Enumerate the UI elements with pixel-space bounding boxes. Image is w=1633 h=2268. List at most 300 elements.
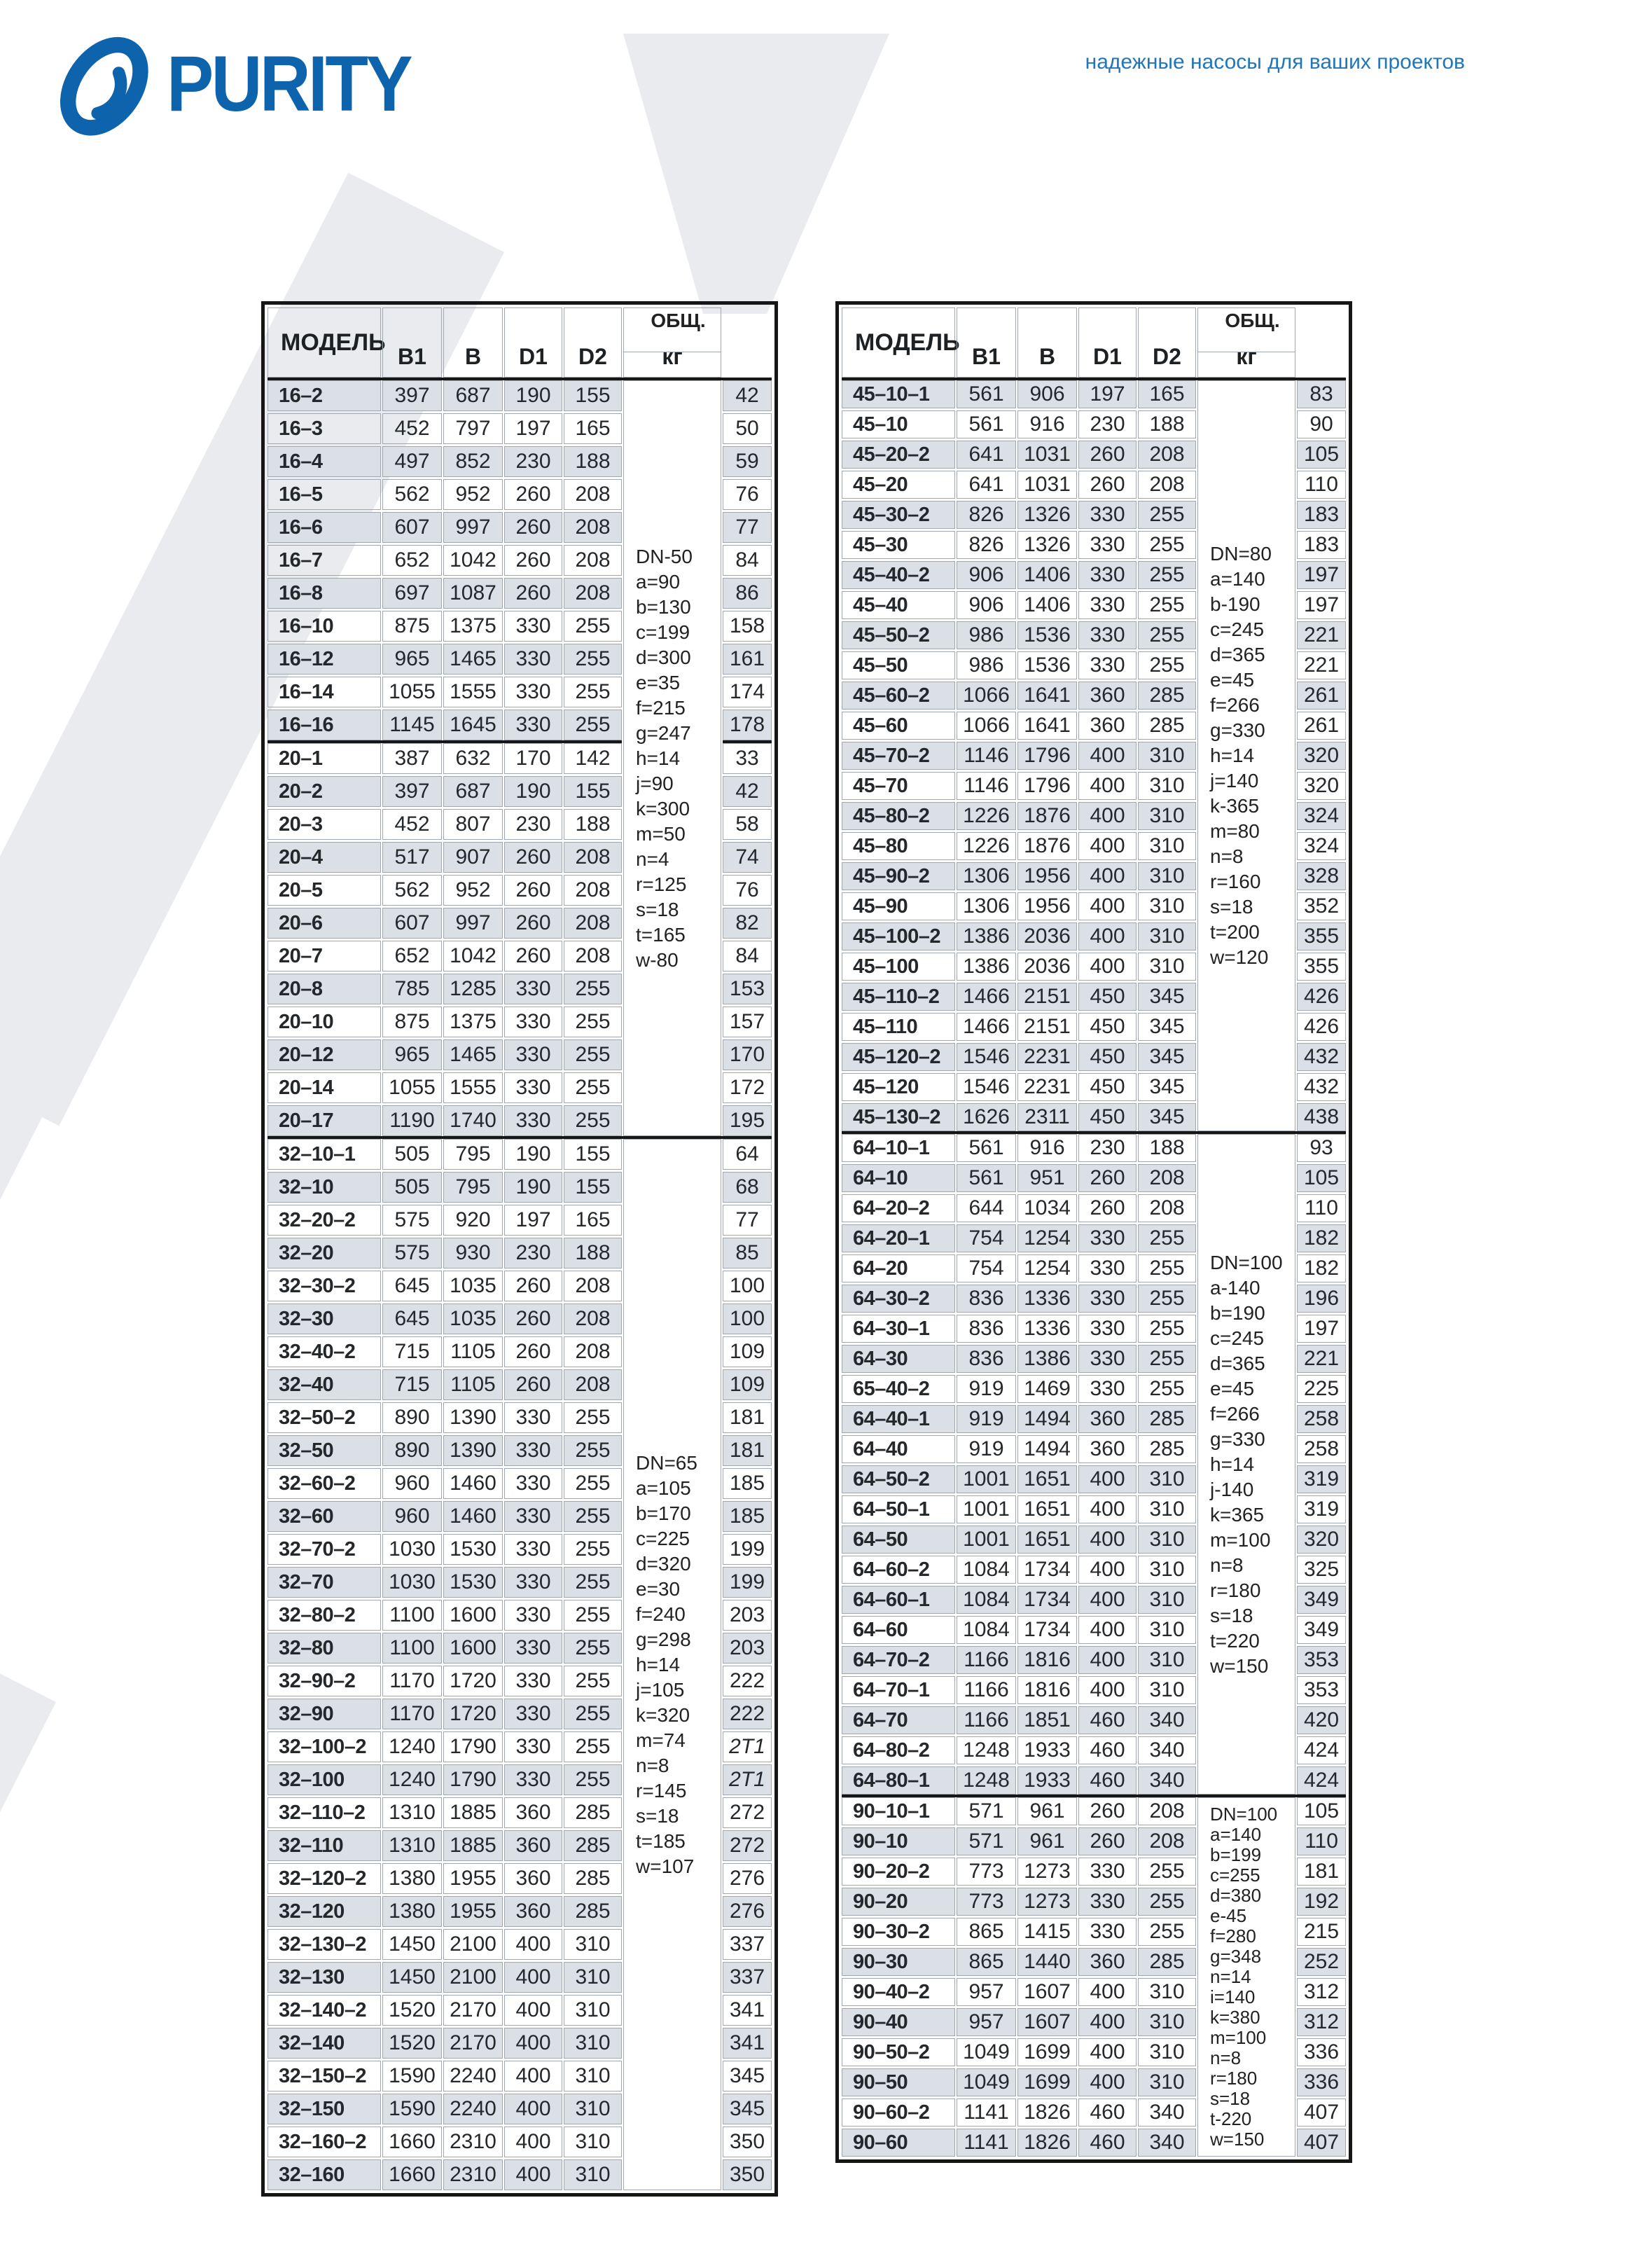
weight-cell: 222 (723, 1666, 772, 1696)
dimension-cell: 865 (957, 1948, 1016, 1976)
model-cell: 64–40 (842, 1435, 955, 1463)
dimension-cell: 360 (504, 1797, 562, 1828)
model-cell: 32–120 (267, 1896, 381, 1927)
model-cell: 64–70 (842, 1706, 955, 1734)
dimension-cell: 330 (1078, 1375, 1137, 1403)
dimension-cell: 330 (1078, 1858, 1137, 1886)
dimension-cell: 255 (564, 1666, 622, 1696)
dimension-line: j=90 (636, 772, 674, 794)
weight-cell: 172 (723, 1072, 772, 1103)
weight-cell: 426 (1297, 1013, 1346, 1041)
weight-cell: 353 (1297, 1676, 1346, 1704)
weight-cell: 76 (723, 875, 772, 906)
dimension-cell: 1049 (957, 2038, 1016, 2066)
weight-cell: 336 (1297, 2068, 1346, 2096)
dimension-cell: 641 (957, 441, 1016, 469)
dimension-cell: 188 (564, 809, 622, 840)
dimension-cell: 330 (1078, 1315, 1137, 1343)
dimension-cell: 460 (1078, 2129, 1137, 2157)
model-cell: 64–30–1 (842, 1315, 955, 1343)
dimension-cell: 330 (504, 677, 562, 707)
dimension-cell: 260 (504, 875, 562, 906)
dimension-cell: 330 (1078, 1224, 1137, 1252)
model-cell: 64–50–1 (842, 1495, 955, 1523)
weight-cell: 76 (723, 479, 772, 510)
weight-cell: 353 (1297, 1646, 1346, 1674)
model-cell: 20–6 (267, 908, 381, 939)
model-cell: 32–160 (267, 2159, 381, 2190)
dimension-cell: 255 (564, 1435, 622, 1466)
dimension-line: e=35 (636, 671, 681, 693)
weight-cell: 320 (1297, 742, 1346, 770)
dimension-line: i=140 (1210, 1986, 1256, 2007)
model-cell: 45–80 (842, 832, 955, 860)
dimension-cell: 397 (382, 776, 442, 807)
weight-cell: 197 (1297, 591, 1346, 619)
weight-cell: 196 (1297, 1285, 1346, 1313)
dimension-cell: 190 (504, 1172, 562, 1203)
dimension-line: e-45 (1210, 1905, 1247, 1926)
col-header-b1: B1 (957, 307, 1016, 378)
dimension-cell: 340 (1138, 1766, 1196, 1795)
dimension-cell: 2311 (1017, 1103, 1077, 1131)
dimension-cell: 1386 (1017, 1345, 1077, 1373)
dimension-line: h=14 (1210, 745, 1255, 766)
dimension-cell: 208 (564, 908, 622, 939)
weight-cell: 182 (1297, 1224, 1346, 1252)
dimension-cell: 2240 (443, 2094, 503, 2124)
dimension-cell: 400 (1078, 1495, 1137, 1523)
dimension-line: f=266 (1210, 1402, 1260, 1425)
brand-logo (50, 28, 438, 140)
weight-cell: 181 (1297, 1858, 1346, 1886)
dimension-cell: 310 (564, 1995, 622, 2026)
weight-cell: 337 (723, 1962, 772, 1993)
weight-cell: 324 (1297, 802, 1346, 830)
dimension-cell: 330 (1078, 1285, 1137, 1313)
dimension-cell: 875 (382, 1007, 442, 1037)
dimension-cell: 310 (564, 2061, 622, 2091)
weight-cell: 352 (1297, 892, 1346, 920)
weight-cell: 341 (723, 2028, 772, 2059)
model-cell: 90–50 (842, 2068, 955, 2096)
dimension-cell: 260 (504, 842, 562, 873)
dimension-cell: 400 (1078, 1978, 1137, 2006)
dimension-cell: 562 (382, 875, 442, 906)
weight-cell: 215 (1297, 1918, 1346, 1946)
tagline: надежные насосы для ваших проектов (1085, 50, 1465, 74)
dimension-cell: 330 (504, 1731, 562, 1762)
dimension-line: s=18 (636, 1804, 679, 1827)
dimension-cell: 497 (382, 446, 442, 477)
dimension-cell: 170 (504, 743, 562, 774)
dimension-cell: 345 (1138, 983, 1196, 1011)
dimension-line: t=185 (636, 1830, 686, 1852)
dimension-cell: 1190 (382, 1105, 442, 1136)
dimension-line: g=348 (1210, 1946, 1262, 1967)
weight-cell: 350 (723, 2127, 772, 2157)
dimension-line: k=320 (636, 1703, 690, 1726)
dimension-cell: 1226 (957, 802, 1016, 830)
weight-cell: 222 (723, 1699, 772, 1729)
dimension-cell: 960 (382, 1468, 442, 1499)
model-cell: 16–14 (267, 677, 381, 707)
dimension-cell: 208 (564, 512, 622, 543)
dimension-cell: 1084 (957, 1556, 1016, 1584)
dimension-cell: 208 (564, 479, 622, 510)
dimension-cell: 919 (957, 1435, 1016, 1463)
weight-cell: 110 (1297, 1827, 1346, 1855)
dimension-cell: 1536 (1017, 651, 1077, 679)
dimension-cell: 330 (1078, 501, 1137, 529)
model-cell: 32–150–2 (267, 2061, 381, 2091)
dimension-cell: 1306 (957, 892, 1016, 920)
model-cell: 16–10 (267, 611, 381, 642)
weight-cell: 258 (1297, 1405, 1346, 1433)
dimension-cell: 907 (443, 842, 503, 873)
dimension-cell: 1406 (1017, 561, 1077, 589)
dimension-cell: 1466 (957, 1013, 1016, 1041)
dimension-cell: 2310 (443, 2127, 503, 2157)
dimension-cell: 652 (382, 545, 442, 576)
dimension-cell: 208 (564, 1271, 622, 1301)
model-cell: 32–10 (267, 1172, 381, 1203)
weight-cell: 312 (1297, 1978, 1346, 2006)
dimension-cell: 697 (382, 578, 442, 609)
dimension-cell: 255 (564, 1501, 622, 1532)
dimension-line: k=365 (1210, 1503, 1265, 1526)
dimension-line: n=4 (636, 848, 669, 870)
dimension-cell: 285 (1138, 1435, 1196, 1463)
dimension-cell: 1248 (957, 1736, 1016, 1764)
dimension-cell: 400 (1078, 862, 1137, 890)
dimension-cell: 330 (1078, 621, 1137, 649)
model-cell: 32–140 (267, 2028, 381, 2059)
dimension-cell: 1796 (1017, 772, 1077, 800)
model-cell: 16–16 (267, 710, 381, 740)
dimension-cell: 330 (504, 1039, 562, 1070)
dimension-cell: 330 (504, 1435, 562, 1466)
dimension-cell: 345 (1138, 1103, 1196, 1131)
model-cell: 32–30–2 (267, 1271, 381, 1301)
dimension-cell: 826 (957, 501, 1016, 529)
dimension-cell: 310 (1138, 1465, 1196, 1493)
model-cell: 32–60 (267, 1501, 381, 1532)
dimension-cell: 1030 (382, 1534, 442, 1565)
weight-cell: 324 (1297, 832, 1346, 860)
dimension-line: g=330 (1210, 719, 1265, 741)
dimension-cell: 952 (443, 875, 503, 906)
weight-cell: 86 (723, 578, 772, 609)
dimension-cell: 1699 (1017, 2068, 1077, 2096)
dimension-cell: 1055 (382, 1072, 442, 1103)
dimension-cell: 397 (382, 380, 442, 411)
dimension-cell: 906 (957, 591, 1016, 619)
dimension-cell: 957 (957, 2008, 1016, 2036)
dimension-cell: 310 (1138, 862, 1196, 890)
weight-cell: 181 (723, 1435, 772, 1466)
dimension-cell: 561 (957, 410, 1016, 438)
dimension-line: f=280 (1210, 1925, 1256, 1947)
weight-cell: 2T1 (723, 1764, 772, 1795)
dimension-cell: 1826 (1017, 2098, 1077, 2127)
model-cell: 16–8 (267, 578, 381, 609)
weight-cell: 185 (723, 1468, 772, 1499)
weight-cell: 82 (723, 908, 772, 939)
weight-cell: 68 (723, 1172, 772, 1203)
dimension-line: b=130 (636, 595, 691, 618)
dimension-line: m=74 (636, 1729, 686, 1751)
dimension-cell: 1469 (1017, 1375, 1077, 1403)
dimension-cell: 330 (1078, 1254, 1137, 1282)
model-cell: 20–8 (267, 974, 381, 1004)
dimension-cell: 460 (1078, 1766, 1137, 1795)
dimension-line: f=215 (636, 696, 686, 719)
dimension-cell: 561 (957, 380, 1016, 408)
dimension-cell: 1555 (443, 677, 503, 707)
dimension-cell: 310 (564, 1929, 622, 1960)
dimension-cell: 1166 (957, 1676, 1016, 1704)
weight-cell: 153 (723, 974, 772, 1004)
dimension-cell: 230 (504, 1238, 562, 1268)
model-cell: 45–40–2 (842, 561, 955, 589)
dimension-cell: 330 (1078, 1918, 1137, 1946)
dimension-cell: 310 (1138, 802, 1196, 830)
dimension-cell: 285 (1138, 682, 1196, 710)
dimension-line: g=298 (636, 1628, 691, 1650)
weight-cell: 349 (1297, 1616, 1346, 1644)
model-cell: 16–3 (267, 413, 381, 444)
dimension-line: g=330 (1210, 1427, 1265, 1450)
dimension-line: j-140 (1210, 1478, 1254, 1500)
dimension-cell: 255 (564, 677, 622, 707)
dimension-cell: 230 (504, 809, 562, 840)
dimension-cell: 1699 (1017, 2038, 1077, 2066)
model-cell: 64–40–1 (842, 1405, 955, 1433)
dimension-cell: 906 (1017, 380, 1077, 408)
dimension-line: a=140 (1210, 1824, 1262, 1845)
model-cell: 45–10–1 (842, 380, 955, 408)
dimension-cell: 188 (1138, 1134, 1196, 1162)
dimension-line: e=45 (1210, 669, 1255, 691)
dimension-cell: 919 (957, 1375, 1016, 1403)
model-cell: 32–90 (267, 1699, 381, 1729)
dimension-cell: 255 (564, 1633, 622, 1664)
dimension-cell: 255 (1138, 1858, 1196, 1886)
dimension-cell: 1645 (443, 710, 503, 740)
weight-cell: 109 (723, 1369, 772, 1400)
dimension-cell: 2240 (443, 2061, 503, 2091)
dimension-cell: 400 (1078, 1616, 1137, 1644)
dimension-line: m=100 (1210, 2027, 1267, 2048)
dimension-cell: 906 (957, 561, 1016, 589)
dimension-cell: 208 (564, 545, 622, 576)
dimension-cell: 400 (1078, 832, 1137, 860)
model-cell: 64–20 (842, 1254, 955, 1282)
dimension-cell: 1450 (382, 1929, 442, 1960)
dimension-cell: 1145 (382, 710, 442, 740)
common-dimensions-block (623, 1139, 721, 2190)
dimension-cell: 645 (382, 1304, 442, 1334)
dimension-cell: 400 (1078, 892, 1137, 920)
dimension-cell: 255 (564, 1731, 622, 1762)
dimension-cell: 1740 (443, 1105, 503, 1136)
dimension-cell: 310 (564, 1962, 622, 1993)
dimension-cell: 260 (1078, 1164, 1137, 1192)
dimension-cell: 1546 (957, 1073, 1016, 1101)
dimension-cell: 208 (1138, 1827, 1196, 1855)
dimension-cell: 400 (1078, 802, 1137, 830)
dimension-cell: 1380 (382, 1863, 442, 1894)
dimension-cell: 310 (564, 2094, 622, 2124)
dimension-cell: 330 (1078, 591, 1137, 619)
dimension-cell: 930 (443, 1238, 503, 1268)
dimension-cell: 255 (1138, 561, 1196, 589)
dimension-cell: 1001 (957, 1526, 1016, 1554)
dimension-cell: 1876 (1017, 832, 1077, 860)
dimension-cell: 400 (504, 1962, 562, 1993)
dimension-cell: 1494 (1017, 1435, 1077, 1463)
dimension-cell: 310 (1138, 2068, 1196, 2096)
dimension-cell: 310 (564, 2159, 622, 2190)
model-cell: 32–70–2 (267, 1534, 381, 1565)
dimension-cell: 1084 (957, 1586, 1016, 1614)
dimension-cell: 773 (957, 1888, 1016, 1916)
dimension-line: a-140 (1210, 1276, 1260, 1299)
col-header-b: B (443, 307, 503, 378)
dimension-cell: 360 (1078, 682, 1137, 710)
dimension-line: c=199 (636, 621, 690, 643)
weight-cell: 261 (1297, 682, 1346, 710)
dimension-cell: 260 (504, 479, 562, 510)
dimension-cell: 607 (382, 908, 442, 939)
dimension-line: e=30 (636, 1577, 681, 1600)
dimension-line: f=266 (1210, 694, 1260, 716)
model-cell: 90–40–2 (842, 1978, 955, 2006)
dimension-cell: 1248 (957, 1766, 1016, 1795)
weight-cell: 105 (1297, 441, 1346, 469)
model-cell: 32–30 (267, 1304, 381, 1334)
dimension-cell: 400 (1078, 1556, 1137, 1584)
weight-cell: 345 (723, 2094, 772, 2124)
weight-cell: 110 (1297, 471, 1346, 499)
dimension-cell: 797 (443, 413, 503, 444)
dimension-line: b=170 (636, 1502, 691, 1524)
weight-cell: 325 (1297, 1556, 1346, 1584)
dimension-cell: 865 (957, 1918, 1016, 1946)
dimension-cell: 1440 (1017, 1948, 1077, 1976)
dimension-cell: 340 (1138, 2129, 1196, 2157)
dimension-cell: 255 (1138, 1285, 1196, 1313)
dimension-cell: 330 (504, 710, 562, 740)
dimension-cell: 1520 (382, 2028, 442, 2059)
weight-cell: 74 (723, 842, 772, 873)
dimension-line: s=18 (1210, 896, 1253, 918)
dimension-cell: 1590 (382, 2061, 442, 2091)
col-header-b: B (1017, 307, 1077, 378)
dimension-cell: 1520 (382, 1995, 442, 2026)
dimension-line: s=18 (1210, 2088, 1251, 2109)
watermark-shape (0, 1626, 56, 2268)
dimension-cell: 1336 (1017, 1285, 1077, 1313)
col-header-b1: B1 (382, 307, 442, 378)
dimension-cell: 1336 (1017, 1315, 1077, 1343)
dimension-cell: 1100 (382, 1633, 442, 1664)
dimension-cell: 330 (504, 1666, 562, 1696)
dimension-cell: 330 (504, 1699, 562, 1729)
weight-cell: 328 (1297, 862, 1346, 890)
dimension-cell: 450 (1078, 1013, 1137, 1041)
dimension-cell: 190 (504, 1139, 562, 1170)
dimension-cell: 836 (957, 1345, 1016, 1373)
dimension-line: c=255 (1210, 1865, 1260, 1886)
model-cell: 64–60 (842, 1616, 955, 1644)
dimension-cell: 1933 (1017, 1766, 1077, 1795)
dimension-cell: 255 (564, 611, 622, 642)
weight-cell: 424 (1297, 1736, 1346, 1764)
dimension-cell: 188 (1138, 410, 1196, 438)
dimension-cell: 255 (1138, 621, 1196, 649)
dimension-cell: 285 (1138, 712, 1196, 740)
dimension-cell: 1066 (957, 682, 1016, 710)
dimension-cell: 330 (504, 1072, 562, 1103)
dimension-cell: 561 (957, 1164, 1016, 1192)
model-cell: 90–10–1 (842, 1797, 955, 1825)
dimension-line: c=225 (636, 1527, 690, 1549)
dimension-cell: 310 (1138, 832, 1196, 860)
weight-cell: 407 (1297, 2129, 1346, 2157)
model-cell: 16–12 (267, 644, 381, 675)
dimension-cell: 330 (504, 1402, 562, 1433)
dimension-cell: 1031 (1017, 441, 1077, 469)
model-cell: 45–130–2 (842, 1103, 955, 1131)
dimension-cell: 1375 (443, 611, 503, 642)
dimension-cell: 1390 (443, 1402, 503, 1433)
dimension-cell: 1042 (443, 941, 503, 971)
dimension-cell: 360 (504, 1896, 562, 1927)
spec-table-right (835, 301, 1352, 2163)
dimension-line: a=105 (636, 1477, 691, 1499)
dimension-cell: 1885 (443, 1797, 503, 1828)
dimension-cell: 652 (382, 941, 442, 971)
dimension-cell: 1826 (1017, 2129, 1077, 2157)
dimension-cell: 1001 (957, 1495, 1016, 1523)
col-header-d1: D1 (504, 307, 562, 378)
dimension-cell: 285 (564, 1830, 622, 1861)
dimension-cell: 260 (1078, 471, 1137, 499)
col-header-kg: кг (1197, 307, 1295, 378)
dimension-cell: 208 (564, 842, 622, 873)
dimension-cell: 1816 (1017, 1646, 1077, 1674)
dimension-cell: 450 (1078, 1103, 1137, 1131)
dimension-line: s=18 (636, 898, 679, 920)
dimension-cell: 188 (564, 1238, 622, 1268)
model-cell: 45–60 (842, 712, 955, 740)
dimension-cell: 155 (564, 1139, 622, 1170)
dimension-cell: 400 (1078, 1676, 1137, 1704)
dimension-cell: 165 (564, 1205, 622, 1236)
dimension-line: w-80 (636, 948, 679, 971)
dimension-cell: 310 (1138, 2038, 1196, 2066)
dimension-cell: 310 (1138, 2008, 1196, 2036)
dimension-cell: 1607 (1017, 2008, 1077, 2036)
dimension-cell: 330 (1078, 651, 1137, 679)
dimension-cell: 460 (1078, 1736, 1137, 1764)
model-cell: 90–60 (842, 2129, 955, 2157)
dimension-cell: 255 (564, 1600, 622, 1631)
dimension-cell: 400 (1078, 1526, 1137, 1554)
weight-cell: 355 (1297, 922, 1346, 950)
